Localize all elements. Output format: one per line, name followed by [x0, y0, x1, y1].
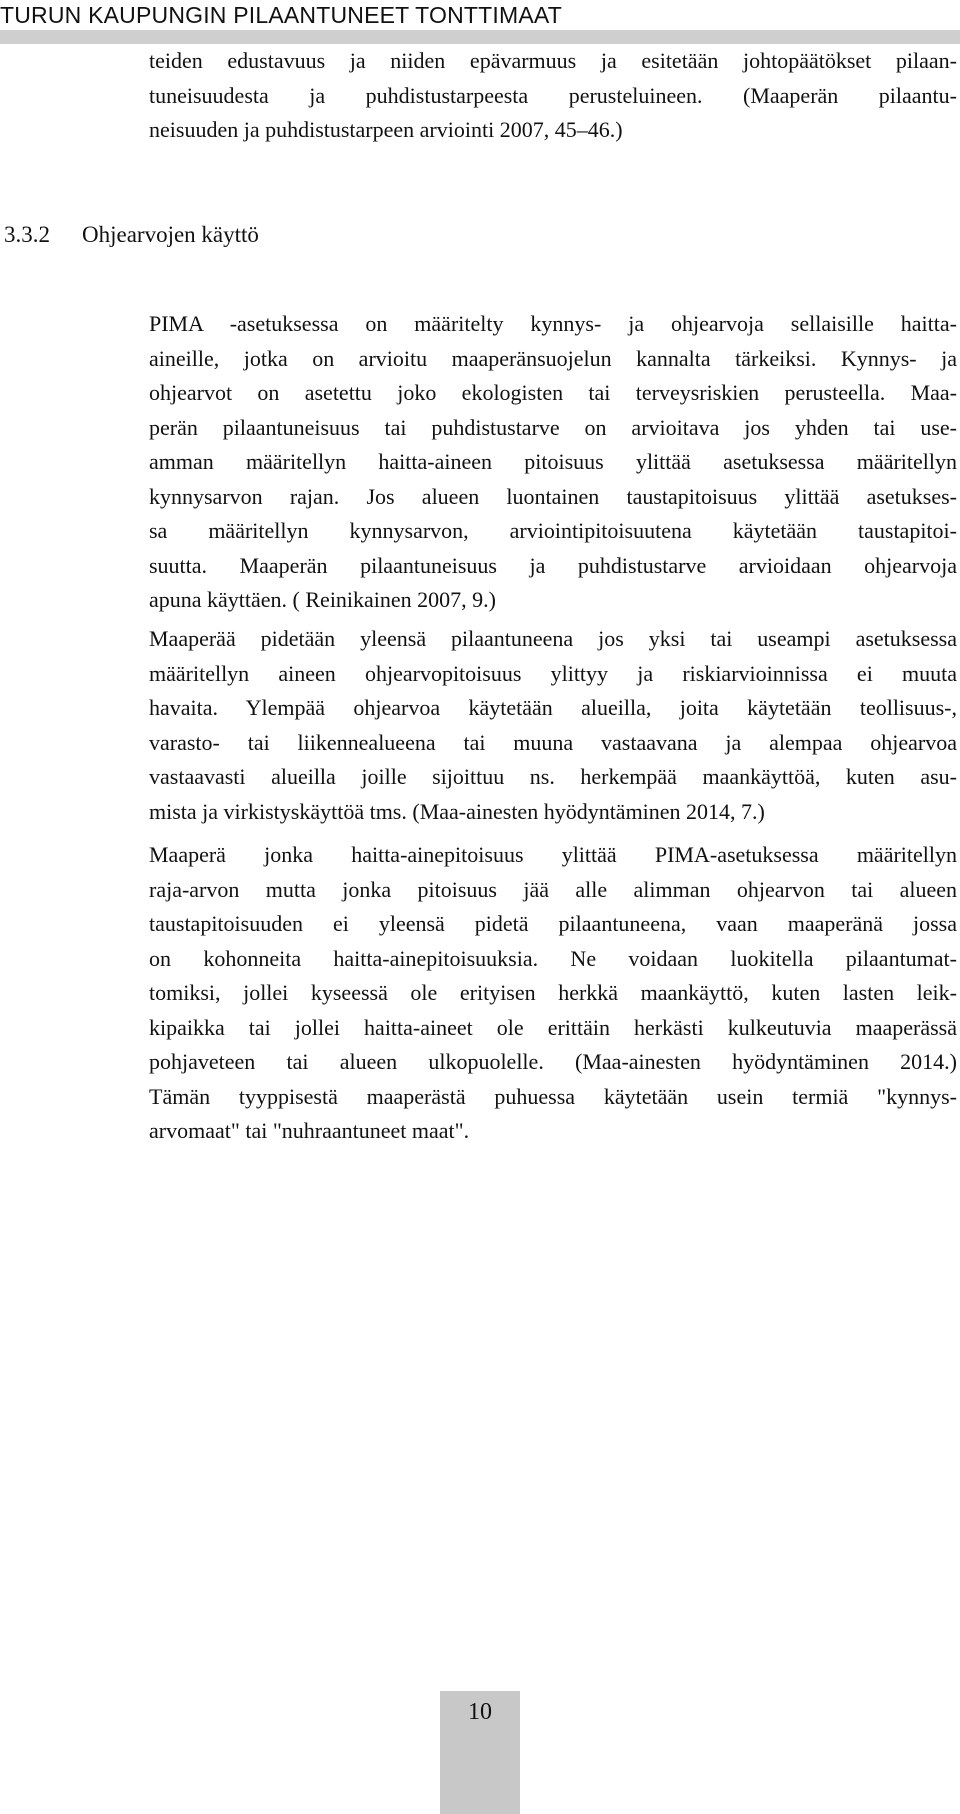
paragraph-2 — [149, 622, 957, 829]
paragraph-line: amman määritellyn haitta-aineen pitoisuus ylittää asetuksessa määritellyn — [149, 449, 957, 474]
paragraph-line: raja-arvon mutta jonka pitoisuus jää alle alimman ohjearvon tai alueen — [149, 876, 957, 902]
paragraph-line: teiden edustavuus ja niiden epävarmuus ja esitetään johtopäätökset pilaan- — [149, 48, 957, 73]
paragraph-line: apuna käyttäen. ( Reinikainen 2007, 9.) — [149, 587, 497, 612]
paragraph-line: sa määritellyn kynnysarvon, arviointipitoisuutena käytetään taustapitoi- — [149, 518, 957, 543]
paragraph-line: kynnysarvon rajan. Jos alueen luontainen taustapitoisuus ylittää asetukses- — [149, 483, 957, 509]
section-title: Ohjearvojen käyttö — [82, 222, 259, 247]
running-header — [0, 0, 960, 44]
paragraph-line: tomiksi, jollei kyseessä ole erityisen herkkä maankäyttö, kuten lasten leik- — [149, 980, 957, 1005]
section-number: 3.3.2 — [4, 222, 50, 247]
paragraph-line: vastaavasti alueilla joille sijoittuu ns. herkempää maankäyttöä, kuten asu- — [149, 764, 957, 789]
intro-paragraph — [149, 44, 957, 148]
paragraph-line: kipaikka tai jollei haitta-aineet ole erittäin herkästi kulkeutuvia maaperässä — [149, 1014, 957, 1040]
paragraph-line: varasto- tai liikennealueena tai muuna vastaavana ja alempaa ohjearvoa — [149, 729, 957, 755]
paragraph-line: ohjearvot on asetettu joko ekologisten tai terveysriskien perusteella. Maa- — [149, 380, 957, 405]
paragraph-line: määritellyn aineen ohjearvopitoisuus ylittyy ja riskiarvioinnissa ei muuta — [149, 660, 957, 686]
document-title: TURUN KAUPUNGIN PILAANTUNEET TONTTIMAAT — [0, 2, 562, 28]
section-heading — [4, 222, 259, 248]
header-rule — [0, 30, 960, 44]
paragraph-line: Maaperää pidetään yleensä pilaantuneena jos yksi tai useampi asetuksessa — [149, 626, 957, 651]
paragraph-line: neisuuden ja puhdistustarpeen arviointi 2007, 45–46.) — [149, 117, 623, 142]
page-number-box — [440, 1691, 520, 1814]
paragraph-3 — [149, 838, 957, 1149]
page-number: 10 — [468, 1699, 492, 1725]
paragraph-line: havaita. Ylempää ohjearvoa käytetään alueilla, joita käytetään teollisuus-, — [149, 695, 957, 720]
paragraph-line: arvomaat" tai "nuhraantuneet maat". — [149, 1118, 470, 1143]
paragraph-line: suutta. Maaperän pilaantuneisuus ja puhdistustarve arvioidaan ohjearvoja — [149, 552, 957, 578]
paragraph-line: perän pilaantuneisuus tai puhdistustarve on arvioitava jos yhden tai use- — [149, 414, 957, 440]
paragraph-line: tuneisuudesta ja puhdistustarpeesta perusteluineen. (Maaperän pilaantu- — [149, 82, 957, 108]
paragraph-line: Tämän tyyppisestä maaperästä puhuessa käytetään usein termiä "kynnys- — [149, 1083, 957, 1109]
paragraph-line: pohjaveteen tai alueen ulkopuolelle. (Maa-ainesten hyödyntäminen 2014.) — [149, 1049, 957, 1074]
paragraph-line: Maaperä jonka haitta-ainepitoisuus ylittää PIMA-asetuksessa määritellyn — [149, 842, 957, 867]
paragraph-line: PIMA -asetuksessa on määritelty kynnys- ja ohjearvoja sellaisille haitta- — [149, 311, 957, 336]
paragraph-1 — [149, 307, 957, 618]
paragraph-line: aineille, jotka on arvioitu maaperänsuojelun kannalta tärkeiksi. Kynnys- ja — [149, 345, 957, 371]
paragraph-line: on kohonneita haitta-ainepitoisuuksia. Ne voidaan luokitella pilaantumat- — [149, 945, 957, 971]
paragraph-line: mista ja virkistyskäyttöä tms. (Maa-ainesten hyödyntäminen 2014, 7.) — [149, 798, 765, 824]
paragraph-line: taustapitoisuuden ei yleensä pidetä pilaantuneena, vaan maaperänä jossa — [149, 911, 957, 936]
